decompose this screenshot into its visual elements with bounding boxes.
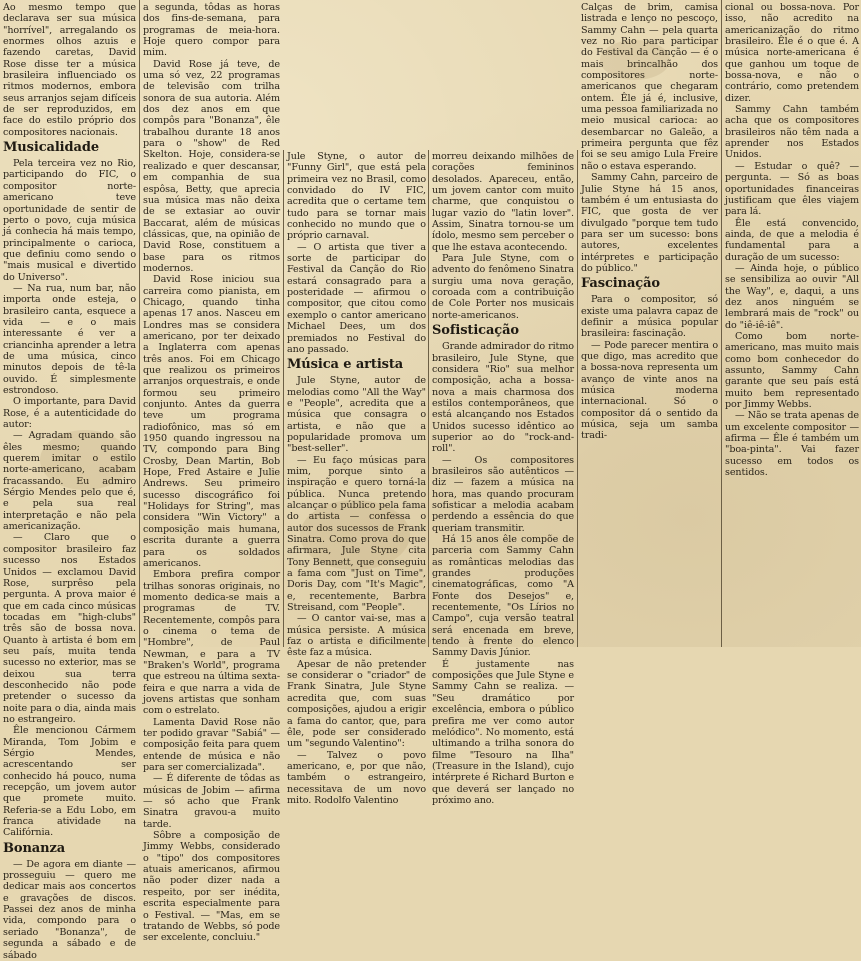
column-5	[581, 2, 718, 647]
article-paragraph: É justamente nas composições que Jule Styne e Sammy Cahn se realiza. — "Seu dramático por excelência, embora o público prefira me ver como autor melódico". No momento, está ultimando a trilha sonora do filme "Tesouro na Ilha" (Treasure in the Island), cujo intérprete é Richard Burton e que deverá ser lançado no próximo ano.	[432, 658, 574, 806]
article-paragraph: Jule Styne, autor de melodias como "All the Way" e "People", acredita que a música que consagra o artista, e não que a popularidade promova um "best-seller".	[287, 375, 426, 455]
column-6	[725, 2, 859, 647]
article-paragraph: — O artista que tiver a sorte de participar do Festival da Canção do Rio estará consagrado para a posteridade — afirmou o compositor, que citou como exemplo o cantor americano Michael Dees, um dos premiados no Festival do ano passado.	[287, 241, 426, 355]
article-paragraph: a segunda, tôdas as horas dos fins-de-semana, para programas de meia-hora. Hoje quero compor para mim.	[143, 2, 280, 59]
article-paragraph: — Agradam quando são êles mesmo; quando querem imitar o estilo norte-americano, acabam fracassando. Eu admiro Sérgio Mendes pelo que é, e pela sua real interpretação e não pela americanização.	[3, 430, 136, 533]
article-paragraph: Para Jule Styne, com o advento do fenômeno Sinatra surgiu uma nova geração, coroada com a contribuição de Cole Porter nos musicais norte-americanos.	[432, 253, 574, 321]
article-paragraph: — Talvez o povo americano, e, por que não, também o estrangeiro, necessitava de um novo mito. Rodolfo Valentino	[287, 749, 426, 806]
article-paragraph: — Eu faço músicas para mim, porque sinto a inspiração e quero torná-la pública. Nunca pretendo alcançar o público pela fama do artista — confessa o autor dos sucessos de Frank Sinatra. Como prova do que afirmara, Jule Styne cita Tony Bennett, que conseguiu a fama com "Just on Time", Doris Day, com "It's Magic", e, recentemente, Barbra Streisand, com "People".	[287, 454, 426, 614]
article-paragraph: Lamenta David Rose não ter podido gravar "Sabiá" — composição feita para quem entende de música e não para ser comercializada".	[143, 716, 280, 774]
column-rule	[721, 0, 722, 647]
article-paragraph: Sôbre a composição de Jimmy Webbs, considerado o "tipo" dos compositores atuais americanos, afirmou não poder dizer nada a respeito, por ser inédita, escrita especialmente para o Festival. — "Mas, em se tratando de Webbs, só pode ser excelente, concluiu."	[143, 830, 280, 944]
article-paragraph: — Estudar o quê? — pergunta. — Só as boas oportunidades financeiras justificam que êles viajem para lá.	[725, 160, 859, 218]
article-paragraph: Êle mencionou Cármem Miranda, Tom Jobim e Sérgio Mendes, acrescentando ser conhecido há pouco, numa recepção, um jovem autor que promete muito. Referia-se a Edu Lobo, em franca atividade na Califórnia.	[3, 725, 136, 839]
article-paragraph: — Não se trata apenas de um excelente compositor — afirma — Êle é também um "boa-pinta". Vai fazer sucesso em todos os sentidos.	[725, 410, 859, 479]
article-paragraph: — É diferente de tôdas as músicas de Jobim — afirma — só acho que Frank Sinatra gravou-a muito tarde.	[143, 773, 280, 830]
article-paragraph: — Pode parecer mentira o que digo, mas acredito que a bossa-nova representa um avanço de vinte anos na música moderna internacional. Só o compositor dá o sentido da música, seja um samba tradi-	[581, 339, 718, 442]
article-paragraph: Êle está convencido, ainda, de que a melodia é fundamental para a duração de um sucesso:	[725, 217, 859, 263]
article-paragraph: Para o compositor, só existe uma palavra capaz de definir a música popular brasileira: fascinação.	[581, 294, 718, 340]
section-heading: Bonanza	[3, 840, 66, 856]
article-paragraph: Jule Styne, o autor de "Funny Girl", que está pela primeira vez no Brasil, como convidado do IV FIC, acredita que o certame tem tudo para se tornar mais conhecido no mundo que o próprio carnaval.	[287, 151, 426, 242]
column-rule	[139, 0, 140, 647]
article-paragraph: Apesar de não pretender se considerar o "criador" de Frank Sinatra, Jule Styne acredita que, com suas composições, ajudou a erigir a fama do cantor, que, para êle, pode ser considerado um "segundo Valentino":	[287, 658, 426, 750]
section-heading: Fascinação	[581, 276, 660, 292]
article-paragraph: cional ou bossa-nova. Por isso, não acredito na americanização do ritmo brasileiro. Êle é o que é. A música norte-americana é que ganhou um toque de bossa-nova, e não o contrário, como pretendem dizer.	[725, 2, 859, 104]
article-paragraph: Pela terceira vez no Rio, participando do FIC, o compositor norte-americano teve oportunidade de sentir de perto o povo, cuja música já conhecia há mais tempo, principalmente o carioca, que definiu como sendo o "mais musical e divertido do Universo".	[3, 158, 136, 283]
article-paragraph: Sammy Cahn também acha que os compositores brasileiros não têm nada a aprender nos Estados Unidos.	[725, 104, 859, 161]
column-4	[432, 151, 574, 806]
article-paragraph: Sammy Cahn, parceiro de Julie Styne há 15 anos, também é um entusiasta do FIC, que gosta de ver divulgado "porque tem tudo para ser um sucesso: bons autores, excelentes intérpretes e participação do público."	[581, 172, 718, 274]
article-paragraph: — Na rua, num bar, não importa onde esteja, o brasileiro canta, esquece a vida — e o mais interessante é ver a criancinha aprender a letra de uma música, cinco minutos depois de tê-la ouvido. É simplesmente estrondoso.	[3, 282, 136, 396]
article-paragraph: David Rose já teve, de uma só vez, 22 programas de televisão com trilha sonora de sua autoria. Além dos dez anos em que compôs para "Bonanza", êle trabalhou durante 18 anos para o "show" de Red Skelton. Hoje, considera-se realizado e quer descansar, em companhia de sua espôsa, Betty, que aprecia sua música mas não deixa de se extasiar ao ouvir Baccarat, além de músicas clássicas, que, na opinião de David Rose, constituem a base para os ritmos modernos.	[143, 58, 280, 274]
article-paragraph: Grande admirador do ritmo brasileiro, Jule Styne, que considera "Rio" sua melhor composição, acha a bossa-nova a mais charmosa dos estilos contemporâneos, que está alcançando nos Estados Unidos sucesso idêntico ao superior ao do "rock-and-roll".	[432, 341, 574, 455]
section-heading: Musicalidade	[3, 140, 99, 156]
article-paragraph: Como bom norte-americano, mas muito mais como bom conhecedor do assunto, Sammy Cahn garante que seu país está muito bem representado por Jimmy Webbs.	[725, 330, 859, 411]
section-heading: Música e artista	[287, 357, 404, 373]
article-paragraph: — Claro que o compositor brasileiro faz sucesso nos Estados Unidos — exclamou David Rose, surprêso pela pergunta. A prova maior é que em cada cinco músicas tocadas em "high-clubs" três são de bossa nova. Quanto à artista é bom em seu país, muita tenda sucesso no exterior, mas se deixou sua terra desconhecido não pode pretender o sucesso da noite para o dia, ainda mais no estrangeiro.	[3, 532, 136, 725]
article-paragraph: Ao mesmo tempo que declarava ser sua música "horrível", arregalando os enormes olhos azuis e fazendo caretas, David Rose disse ter a música brasileira influenciado os ritmos modernos, embora seus arranjos sejam difíceis de ser reproduzidos, em face do estilo próprio dos compositores nacionais.	[3, 2, 136, 138]
article-paragraph: Há 15 anos êle compõe de parceria com Sammy Cahn as românticas melodias das grandes produções cinematográficas, como "A Fonte dos Desejos" e, recentemente, "Os Lírios no Campo", cuja versão teatral será encenada em breve, tendo à frente do elenco Sammy Davis Júnior.	[432, 534, 574, 659]
article-paragraph: morreu deixando milhões de corações femininos desolados. Apareceu, então, um jovem cantor com muito charme, que conquistou o lugar vazio do "latin lover". Assim, Sinatra tornou-se um ídolo, mesmo sem perceber o que lhe estava acontecendo.	[432, 151, 574, 253]
section-heading: Sofisticação	[432, 323, 520, 339]
article-paragraph: — Os compositores brasileiros são autênticos — diz — fazem a música na hora, mas quando procuram sofisticar a melodia acabam perdendo a essência do que queriam transmitir.	[432, 454, 574, 534]
article-paragraph: Embora prefira compor trilhas sonoras originais, no momento dedica-se mais a programas de TV. Recentemente, compôs para o cinema o tema de "Hombre", de Paul Newman, e para a TV "Braken's World", programa que estreou na última sexta-feira e que narra a vida de jovens artistas que sonham com o estrelato.	[143, 569, 280, 717]
column-3	[287, 151, 426, 806]
article-paragraph: Calças de brim, camisa listrada e lenço no pescoço, Sammy Cahn — pela quarta vez no Rio para participar do Festival da Canção — é o mais brincalhão dos compositores norte-americanos que chegaram ontem. Êle já é, inclusive, uma pessoa familiarizada no meio musical carioca: ao desembarcar no Galeão, a primeira pergunta que fêz foi se seu amigo Lula Freire não o estava esperando.	[581, 2, 718, 172]
column-1	[3, 2, 136, 961]
article-paragraph: — De agora em diante — prosseguiu — quero me dedicar mais aos concertos e gravações de discos. Passei dez anos de minha vida, compondo para o seriado "Bonanza", de segunda a sábado e de sábado	[3, 858, 136, 961]
column-rule	[283, 150, 284, 647]
article-paragraph: — Ainda hoje, o público se sensibiliza ao ouvir "All the Way", e, daqui, a uns dez anos ninguém se lembrará mais de "rock" ou do "iê-iê-iê".	[725, 262, 859, 331]
column-rule	[428, 150, 429, 647]
article-paragraph: O importante, para David Rose, é a autenticidade do autor:	[3, 396, 136, 431]
article-paragraph: David Rose iniciou sua carreira como pianista, em Chicago, quando tinha apenas 17 anos. Nasceu em Londres mas se considera americano, por ter deixado a Inglaterra com apenas três anos. Foi em Chicago que realizou os primeiros arranjos orquestrais, e onde formou seu primeiro conjunto. Antes da guerra teve um programa radiofônico, mas só em 1950 quando ingressou na TV, compondo para Bing Crosby, Dean Martin, Bob Hope, Fred Astaire e Julie Andrews. Seu primeiro sucesso discográfico foi "Holidays for String", mas considera "Win Victory" a composição mais humana, escrita durante a guerra para os soldados americanos.	[143, 274, 280, 569]
column-rule	[577, 150, 578, 647]
article-paragraph: — O cantor vai-se, mas a música persiste. A música faz o artista e dificilmente êste faz a música.	[287, 613, 426, 659]
column-2	[143, 2, 280, 944]
